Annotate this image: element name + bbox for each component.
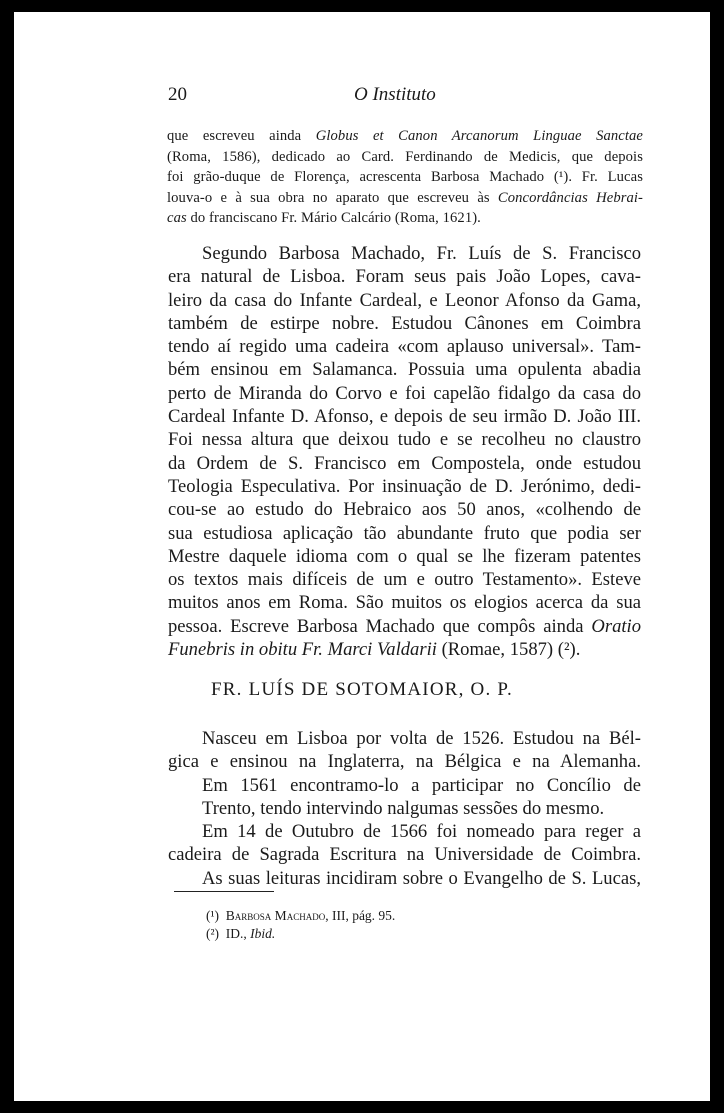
footnote-divider xyxy=(174,891,274,892)
running-title: O Instituto xyxy=(354,84,436,105)
footnote-2: (²) ID., Ibid. xyxy=(206,926,276,941)
text-line: tendo aí regido uma cadeira «com aplauso universal». Tam- xyxy=(168,336,641,358)
text-line: Em 1561 encontramo-lo a participar no Concílio de xyxy=(202,774,641,796)
text-line: Cardeal Infante D. Afonso, e depois de seu irmão D. João III. xyxy=(168,406,641,428)
text-line: Funebris in obitu Fr. Marci Valdarii (Romae, 1587) (²). xyxy=(168,639,581,661)
text-line: Nasceu em Lisboa por volta de 1526. Estudou na Bél- xyxy=(202,728,641,749)
text-line: louva-o e à sua obra no aparato que escreveu às Concordâncias Hebrai- xyxy=(167,189,644,206)
page-header xyxy=(168,84,468,110)
text-line: (Roma, 1586), dedicado ao Card. Ferdinando de Medicis, que depois xyxy=(167,148,643,165)
text-line: sua estudiosa aplicação tão abundante fruto que podia ser xyxy=(168,522,641,544)
text-line: cou-se ao estudo do Hebraico aos 50 anos, «colhendo de xyxy=(168,499,641,521)
footnote-1: (¹) Barbosa Machado, III, pág. 95. xyxy=(206,908,396,923)
text-line: As suas leituras incidiram sobre o Evangelho de S. Lucas, xyxy=(202,867,641,889)
paragraph-sotomaior xyxy=(168,727,641,890)
text-line: Trento, tendo intervindo nalgumas sessões do mesmo. xyxy=(202,797,605,819)
text-line: cadeira de Sagrada Escritura na Universidade de Coimbra. xyxy=(168,844,641,866)
text-line: foi grão-duque de Florença, acrescenta Barbosa Machado (¹). Fr. Lucas xyxy=(167,169,643,185)
text-line: os textos mais difíceis de um e outro Testamento». Esteve xyxy=(168,569,641,591)
text-line: cas do franciscano Fr. Mário Calcário (Roma, 1621). xyxy=(167,210,481,226)
text-line: muitos anos em Roma. São muitos os elogios acerca da sua xyxy=(168,592,641,614)
text-line: Teologia Especulativa. Por insinuação de D. Jerónimo, dedi- xyxy=(168,475,641,497)
text-line: Segundo Barbosa Machado, Fr. Luís de S. Francisco xyxy=(202,243,641,264)
text-line: era natural de Lisboa. Foram seus pais João Lopes, cava- xyxy=(168,266,641,288)
book-page xyxy=(14,12,710,1101)
text-line: da Ordem de S. Francisco em Compostela, onde estudou xyxy=(168,452,641,474)
text-line: Em 14 de Outubro de 1566 foi nomeado para reger a xyxy=(202,821,641,843)
text-line: gica e ensinou na Inglaterra, na Bélgica e na Alemanha. xyxy=(168,751,641,773)
footnotes xyxy=(206,907,506,943)
paragraph-barbosa xyxy=(168,242,641,661)
text-line: Mestre daquele idioma com o qual se lhe fizeram patentes xyxy=(168,545,641,567)
text-line: Foi nessa altura que deixou tudo e se recolheu no claustro xyxy=(168,429,641,451)
text-line: leiro da casa do Infante Cardeal, e Leonor Afonso da Gama, xyxy=(168,289,641,311)
page-number: 20 xyxy=(168,84,187,105)
text-line: que escreveu ainda Globus et Canon Arcanorum Linguae Sanctae xyxy=(167,128,644,144)
continued-paragraph xyxy=(167,126,643,229)
text-line: pessoa. Escreve Barbosa Machado que compôs ainda Oratio xyxy=(168,615,641,637)
text-line: bém ensinou em Salamanca. Possuia uma opulenta abadia xyxy=(168,359,641,381)
text-line: também de estirpe nobre. Estudou Cânones em Coimbra xyxy=(168,312,641,334)
section-heading: FR. LUÍS DE SOTOMAIOR, O. P. xyxy=(211,679,513,700)
text-line: perto de Miranda do Corvo e foi capelão fidalgo da casa do xyxy=(168,382,641,404)
